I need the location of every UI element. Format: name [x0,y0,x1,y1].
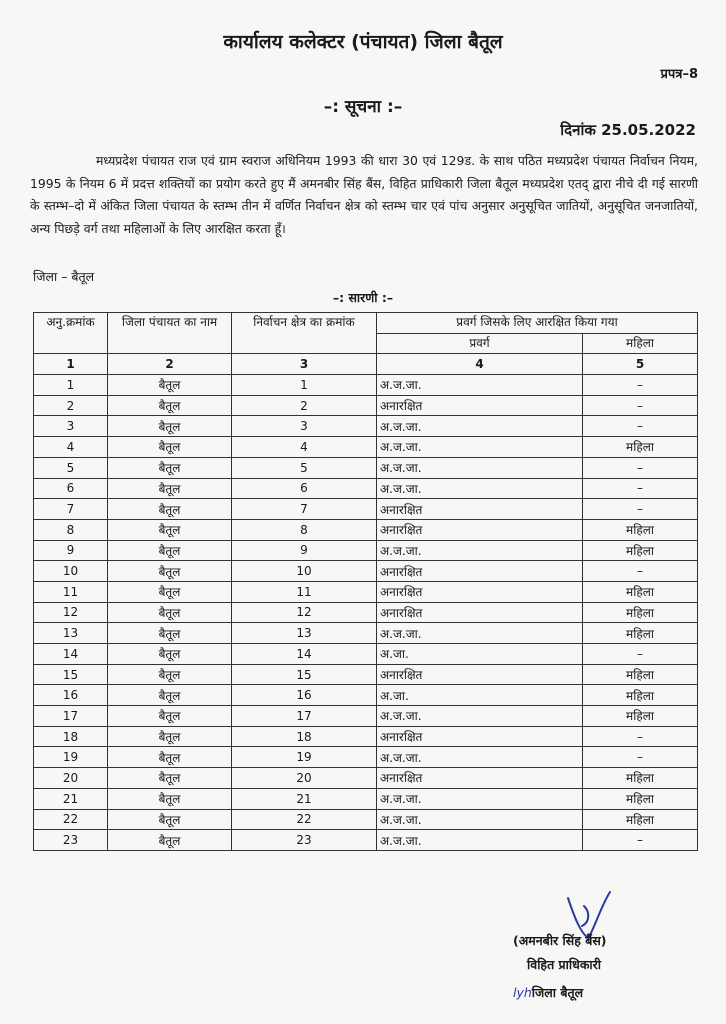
table-row [34,375,698,396]
cell-serial: 10 [34,561,108,582]
cell-panchayat: बैतूल [108,623,232,644]
cell-panchayat: बैतूल [108,809,232,830]
cell-serial: 13 [34,623,108,644]
cell-panchayat: बैतूल [108,519,232,540]
cell-panchayat: बैतूल [108,416,232,437]
cell-category: अ.ज.जा. [377,437,583,458]
cell-constituency: 11 [232,581,377,602]
table-row [34,726,698,747]
cell-category: अनारक्षित [377,581,583,602]
cell-panchayat: बैतूल [108,457,232,478]
signatory-district-label: जिला बैतूल [531,985,584,1000]
cell-category: अ.ज.जा. [377,788,583,809]
cell-category: अ.ज.जा. [377,457,583,478]
cell-serial: 19 [34,747,108,768]
cell-woman: – [583,416,698,437]
table-row [34,478,698,499]
cell-serial: 16 [34,685,108,706]
cell-constituency: 19 [232,747,377,768]
table-row [34,706,698,727]
cell-constituency: 15 [232,664,377,685]
table-row [34,809,698,830]
cell-woman: महिला [583,519,698,540]
cell-woman: – [583,478,698,499]
notice-paragraph: मध्यप्रदेश पंचायत राज एवं ग्राम स्वराज अधिनियम 1993 की धारा 30 एवं 129ड. के साथ पठित मध्यप्रदेश पंचायत निर्वाचन नियम, 1995 के नियम 6 में प्रदत्त शक्तियों का प्रयोग करते हुए मैं अमनबीर सिंह बैंस, विहित प्राधिकारी जिला बैतूल मध्यप्रदेश एतद् द्वारा नीचे दी गई सारणी के स्तम्भ–दो में अंकित जिला पंचायत के स्तम्भ तीन में वर्णित निर्वाचन क्षेत्र को स्तम्भ चार एवं पांच अनुसार अनुसूचित जातियों, अनुसूचित जनजातियों, अन्य पिछड़े वर्ग तथा महिलाओं के लिए आरक्षित करता हूँ। [30,153,698,236]
table-row [34,664,698,685]
cell-constituency: 20 [232,768,377,789]
cell-panchayat: बैतूल [108,499,232,520]
header-woman: महिला [583,333,698,354]
cell-panchayat: बैतूल [108,706,232,727]
date-line [560,120,696,140]
signatory-district [513,984,583,1001]
cell-category: अनारक्षित [377,602,583,623]
cell-category: अनारक्षित [377,768,583,789]
table-heading: –: सारणी :– [332,290,394,305]
cell-category: अनारक्षित [377,561,583,582]
table-row [34,499,698,520]
cell-category: अ.ज.जा. [377,706,583,727]
table-row [34,602,698,623]
header-panchayat: जिला पंचायत का नाम [108,313,232,354]
cell-constituency: 5 [232,457,377,478]
cell-serial: 5 [34,457,108,478]
cell-serial: 14 [34,644,108,665]
cell-constituency: 9 [232,540,377,561]
cell-category: अनारक्षित [377,395,583,416]
cell-category: अ.ज.जा. [377,809,583,830]
cell-panchayat: बैतूल [108,726,232,747]
cell-panchayat: बैतूल [108,540,232,561]
cell-category: अनारक्षित [377,664,583,685]
cell-woman: – [583,747,698,768]
cell-category: अनारक्षित [377,499,583,520]
cell-serial: 11 [34,581,108,602]
table-row [34,788,698,809]
cell-panchayat: बैतूल [108,561,232,582]
cell-category: अनारक्षित [377,726,583,747]
table-row [34,561,698,582]
header-serial: अनु.क्रमांक [34,313,108,354]
table-row [34,581,698,602]
signatory-designation: विहित प्राधिकारी [527,957,602,972]
cell-constituency: 21 [232,788,377,809]
cell-serial: 15 [34,664,108,685]
table-row [34,416,698,437]
table-row [34,540,698,561]
cell-woman: – [583,830,698,851]
cell-woman: महिला [583,437,698,458]
cell-panchayat: बैतूल [108,685,232,706]
table-row [34,830,698,851]
cell-serial: 20 [34,768,108,789]
cell-woman: महिला [583,602,698,623]
cell-constituency: 22 [232,809,377,830]
form-number: प्रपत्र–8 [660,67,698,82]
cell-constituency: 18 [232,726,377,747]
cell-panchayat: बैतूल [108,788,232,809]
table-row [34,437,698,458]
cell-woman: – [583,499,698,520]
table-row [34,623,698,644]
cell-constituency: 1 [232,375,377,396]
cell-woman: महिला [583,809,698,830]
column-number: 5 [583,354,698,375]
cell-category: अ.ज.जा. [377,416,583,437]
cell-woman: महिला [583,623,698,644]
column-number: 2 [108,354,232,375]
table-row [34,644,698,665]
cell-constituency: 8 [232,519,377,540]
table-row [34,519,698,540]
cell-constituency: 4 [232,437,377,458]
cell-category: अ.जा. [377,644,583,665]
cell-panchayat: बैतूल [108,478,232,499]
cell-constituency: 16 [232,685,377,706]
table-header-row [34,313,698,334]
header-constituency: निर्वाचन क्षेत्र का क्रमांक [232,313,377,354]
notice-heading: –: सूचना :– [323,97,403,117]
cell-woman: – [583,457,698,478]
reservation-table [33,312,698,851]
header-category: प्रवर्ग [377,333,583,354]
cell-constituency: 10 [232,561,377,582]
cell-panchayat: बैतूल [108,747,232,768]
cell-woman: – [583,726,698,747]
cell-serial: 8 [34,519,108,540]
cell-woman: महिला [583,768,698,789]
cell-constituency: 17 [232,706,377,727]
table-row [34,685,698,706]
table-row [34,457,698,478]
cell-serial: 1 [34,375,108,396]
district-line: जिला – बैतूल [33,269,95,284]
cell-category: अ.ज.जा. [377,478,583,499]
page-title: कार्यालय कलेक्टर (पंचायत) जिला बैतूल [223,31,503,53]
cell-category: अ.ज.जा. [377,375,583,396]
date-label: दिनांक [560,121,596,139]
cell-category: अ.ज.जा. [377,747,583,768]
cell-constituency: 7 [232,499,377,520]
column-number: 3 [232,354,377,375]
cell-serial: 21 [34,788,108,809]
cell-constituency: 3 [232,416,377,437]
cell-panchayat: बैतूल [108,644,232,665]
cell-serial: 4 [34,437,108,458]
cell-serial: 22 [34,809,108,830]
column-number: 1 [34,354,108,375]
cell-panchayat: बैतूल [108,664,232,685]
cell-serial: 23 [34,830,108,851]
cell-constituency: 13 [232,623,377,644]
cell-serial: 7 [34,499,108,520]
cell-constituency: 6 [232,478,377,499]
cell-woman: – [583,395,698,416]
cell-category: अ.ज.जा. [377,830,583,851]
cell-serial: 6 [34,478,108,499]
cell-woman: महिला [583,540,698,561]
cell-panchayat: बैतूल [108,602,232,623]
cell-constituency: 23 [232,830,377,851]
cell-woman: महिला [583,685,698,706]
cell-woman: महिला [583,664,698,685]
cell-serial: 12 [34,602,108,623]
cell-category: अनारक्षित [377,519,583,540]
cell-woman: महिला [583,788,698,809]
cell-constituency: 14 [232,644,377,665]
column-number: 4 [377,354,583,375]
cell-panchayat: बैतूल [108,581,232,602]
cell-panchayat: बैतूल [108,768,232,789]
signatory-initials: lyh [513,985,532,1000]
table-row [34,395,698,416]
table-row [34,768,698,789]
column-number-row [34,354,698,375]
cell-category: अ.जा. [377,685,583,706]
date-value: 25.05.2022 [601,121,696,139]
cell-woman: महिला [583,581,698,602]
cell-panchayat: बैतूल [108,375,232,396]
header-reserved-for: प्रवर्ग जिसके लिए आरक्षित किया गया [377,313,698,334]
cell-constituency: 12 [232,602,377,623]
cell-serial: 9 [34,540,108,561]
cell-serial: 18 [34,726,108,747]
cell-category: अ.ज.जा. [377,540,583,561]
cell-category: अ.ज.जा. [377,623,583,644]
signatory-name: (अमनबीर सिंह बैंस) [513,933,607,948]
cell-constituency: 2 [232,395,377,416]
cell-panchayat: बैतूल [108,830,232,851]
cell-serial: 2 [34,395,108,416]
cell-serial: 17 [34,706,108,727]
table-row [34,747,698,768]
cell-woman: – [583,375,698,396]
cell-woman: महिला [583,706,698,727]
cell-panchayat: बैतूल [108,395,232,416]
cell-woman: – [583,644,698,665]
cell-woman: – [583,561,698,582]
cell-panchayat: बैतूल [108,437,232,458]
cell-serial: 3 [34,416,108,437]
